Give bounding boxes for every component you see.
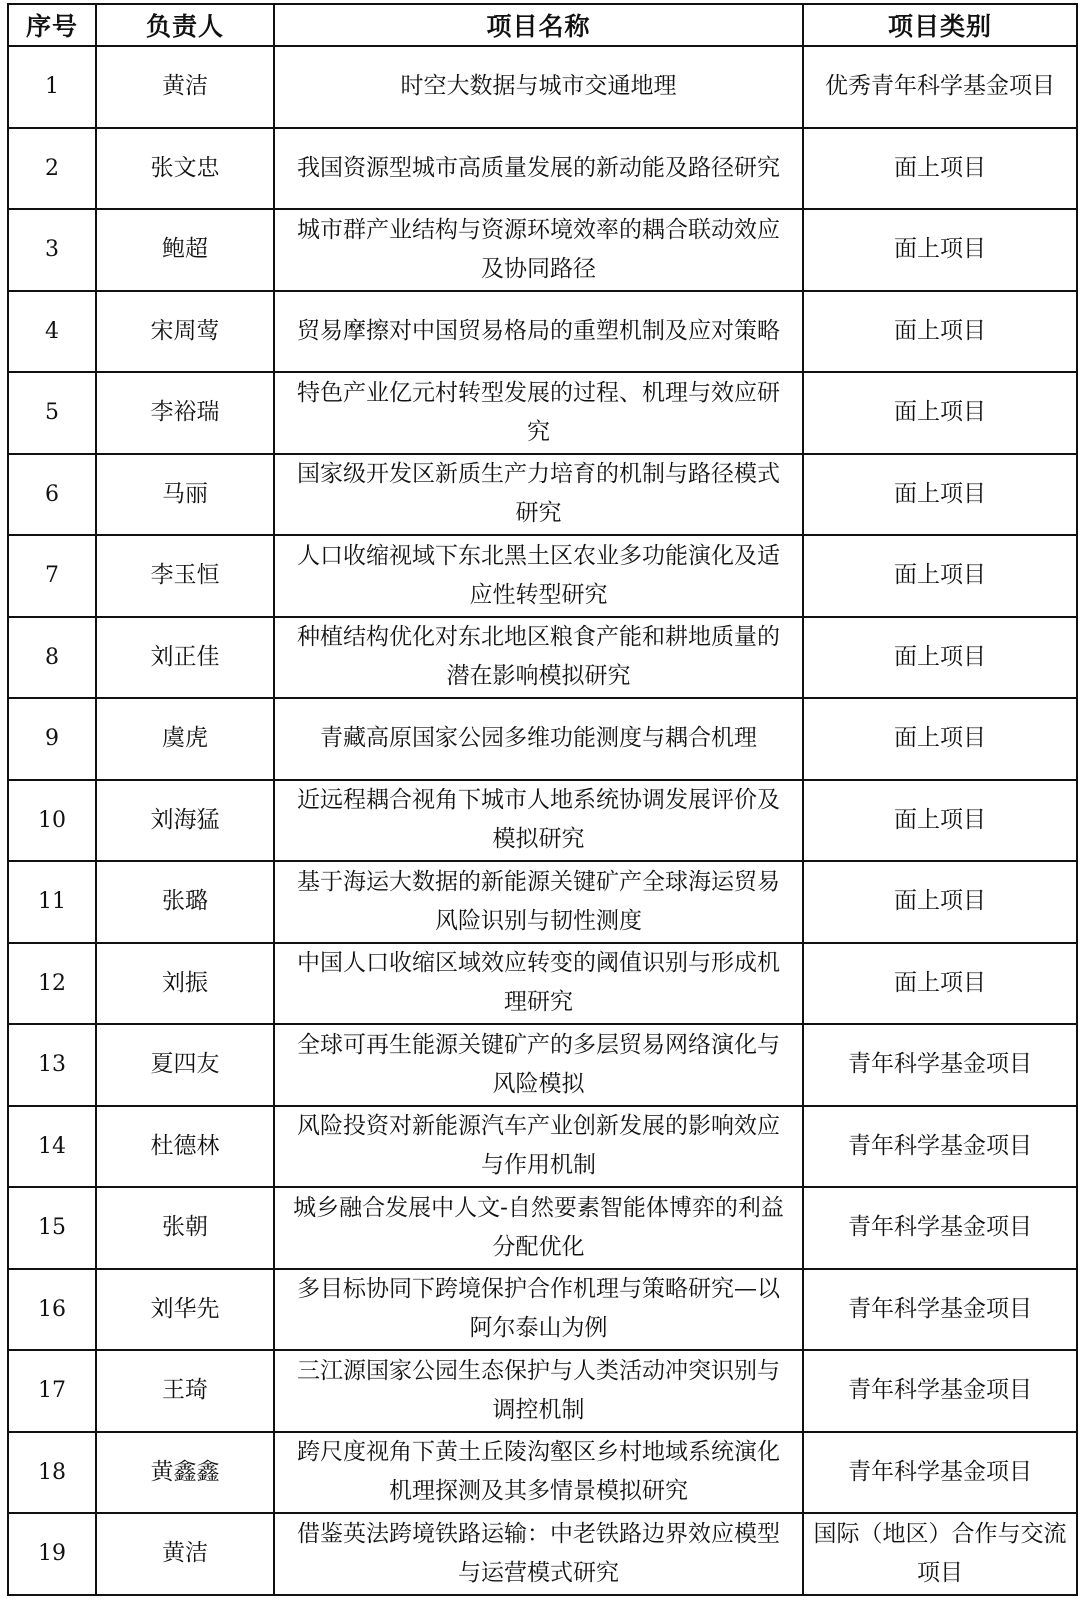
table-row [8, 861, 1077, 943]
leader-cell: 黄洁 [96, 1513, 274, 1595]
header-project-category: 项目类别 [803, 4, 1077, 46]
project-name-cell: 风险投资对新能源汽车产业创新发展的影响效应与作用机制 [274, 1106, 803, 1188]
project-category-cell: 优秀青年科学基金项目 [803, 46, 1077, 128]
table-row [8, 780, 1077, 862]
leader-cell: 李玉恒 [96, 535, 274, 617]
project-category-cell: 青年科学基金项目 [803, 1350, 1077, 1432]
leader-cell: 鲍超 [96, 209, 274, 291]
table-body [8, 46, 1077, 1595]
leader-cell: 张文忠 [96, 128, 274, 210]
project-name-cell: 时空大数据与城市交通地理 [274, 46, 803, 128]
project-category-cell: 青年科学基金项目 [803, 1187, 1077, 1269]
leader-cell: 杜德林 [96, 1106, 274, 1188]
table-row [8, 46, 1077, 128]
serial-number-cell: 8 [8, 617, 96, 699]
project-category-cell: 面上项目 [803, 943, 1077, 1025]
serial-number-cell: 14 [8, 1106, 96, 1188]
project-name-cell: 跨尺度视角下黄土丘陵沟壑区乡村地域系统演化机理探测及其多情景模拟研究 [274, 1432, 803, 1514]
project-category-cell: 面上项目 [803, 372, 1077, 454]
table-header [8, 4, 1077, 46]
leader-cell: 张璐 [96, 861, 274, 943]
table-row [8, 617, 1077, 699]
serial-number-cell: 2 [8, 128, 96, 210]
project-category-cell: 面上项目 [803, 454, 1077, 536]
serial-number-cell: 9 [8, 698, 96, 780]
project-category-cell: 面上项目 [803, 861, 1077, 943]
table-row [8, 1187, 1077, 1269]
table-row [8, 698, 1077, 780]
project-category-cell: 面上项目 [803, 780, 1077, 862]
serial-number-cell: 17 [8, 1350, 96, 1432]
leader-cell: 黄鑫鑫 [96, 1432, 274, 1514]
project-name-cell: 国家级开发区新质生产力培育的机制与路径模式研究 [274, 454, 803, 536]
project-name-cell: 种植结构优化对东北地区粮食产能和耕地质量的潜在影响模拟研究 [274, 617, 803, 699]
serial-number-cell: 11 [8, 861, 96, 943]
project-name-cell: 我国资源型城市高质量发展的新动能及路径研究 [274, 128, 803, 210]
serial-number-cell: 6 [8, 454, 96, 536]
leader-cell: 夏四友 [96, 1024, 274, 1106]
table-row [8, 943, 1077, 1025]
header-leader: 负责人 [96, 4, 274, 46]
leader-cell: 刘华先 [96, 1269, 274, 1351]
serial-number-cell: 16 [8, 1269, 96, 1351]
table-row [8, 1432, 1077, 1514]
project-name-cell: 人口收缩视域下东北黑土区农业多功能演化及适应性转型研究 [274, 535, 803, 617]
leader-cell: 李裕瑞 [96, 372, 274, 454]
project-name-cell: 全球可再生能源关键矿产的多层贸易网络演化与风险模拟 [274, 1024, 803, 1106]
serial-number-cell: 5 [8, 372, 96, 454]
table-row [8, 454, 1077, 536]
project-name-cell: 城市群产业结构与资源环境效率的耦合联动效应及协同路径 [274, 209, 803, 291]
table-row [8, 1106, 1077, 1188]
project-category-cell: 青年科学基金项目 [803, 1106, 1077, 1188]
project-category-cell: 面上项目 [803, 535, 1077, 617]
serial-number-cell: 18 [8, 1432, 96, 1514]
header-row [8, 4, 1077, 46]
header-project-name: 项目名称 [274, 4, 803, 46]
serial-number-cell: 4 [8, 291, 96, 373]
serial-number-cell: 12 [8, 943, 96, 1025]
leader-cell: 张朝 [96, 1187, 274, 1269]
table-row [8, 128, 1077, 210]
table-row [8, 372, 1077, 454]
serial-number-cell: 1 [8, 46, 96, 128]
project-name-cell: 中国人口收缩区域效应转变的阈值识别与形成机理研究 [274, 943, 803, 1025]
project-category-cell: 面上项目 [803, 128, 1077, 210]
project-category-cell: 青年科学基金项目 [803, 1432, 1077, 1514]
project-name-cell: 城乡融合发展中人文-自然要素智能体博弈的利益分配优化 [274, 1187, 803, 1269]
table-row [8, 1024, 1077, 1106]
project-name-cell: 贸易摩擦对中国贸易格局的重塑机制及应对策略 [274, 291, 803, 373]
leader-cell: 刘海猛 [96, 780, 274, 862]
leader-cell: 刘正佳 [96, 617, 274, 699]
leader-cell: 王琦 [96, 1350, 274, 1432]
project-name-cell: 特色产业亿元村转型发展的过程、机理与效应研究 [274, 372, 803, 454]
project-table [7, 3, 1078, 1596]
table-row [8, 535, 1077, 617]
project-category-cell: 面上项目 [803, 291, 1077, 373]
leader-cell: 虞虎 [96, 698, 274, 780]
project-category-cell: 国际（地区）合作与交流项目 [803, 1513, 1077, 1595]
table-row [8, 209, 1077, 291]
serial-number-cell: 15 [8, 1187, 96, 1269]
leader-cell: 刘振 [96, 943, 274, 1025]
table-row [8, 291, 1077, 373]
project-name-cell: 多目标协同下跨境保护合作机理与策略研究—以阿尔泰山为例 [274, 1269, 803, 1351]
project-name-cell: 三江源国家公园生态保护与人类活动冲突识别与调控机制 [274, 1350, 803, 1432]
project-name-cell: 借鉴英法跨境铁路运输：中老铁路边界效应模型与运营模式研究 [274, 1513, 803, 1595]
project-name-cell: 基于海运大数据的新能源关键矿产全球海运贸易风险识别与韧性测度 [274, 861, 803, 943]
project-name-cell: 近远程耦合视角下城市人地系统协调发展评价及模拟研究 [274, 780, 803, 862]
serial-number-cell: 7 [8, 535, 96, 617]
serial-number-cell: 3 [8, 209, 96, 291]
project-category-cell: 面上项目 [803, 617, 1077, 699]
serial-number-cell: 19 [8, 1513, 96, 1595]
project-name-cell: 青藏高原国家公园多维功能测度与耦合机理 [274, 698, 803, 780]
table-row [8, 1350, 1077, 1432]
project-category-cell: 面上项目 [803, 209, 1077, 291]
project-category-cell: 青年科学基金项目 [803, 1269, 1077, 1351]
leader-cell: 黄洁 [96, 46, 274, 128]
project-category-cell: 面上项目 [803, 698, 1077, 780]
serial-number-cell: 10 [8, 780, 96, 862]
leader-cell: 马丽 [96, 454, 274, 536]
table-row [8, 1269, 1077, 1351]
table-row [8, 1513, 1077, 1595]
project-category-cell: 青年科学基金项目 [803, 1024, 1077, 1106]
serial-number-cell: 13 [8, 1024, 96, 1106]
header-serial-number: 序号 [8, 4, 96, 46]
leader-cell: 宋周莺 [96, 291, 274, 373]
